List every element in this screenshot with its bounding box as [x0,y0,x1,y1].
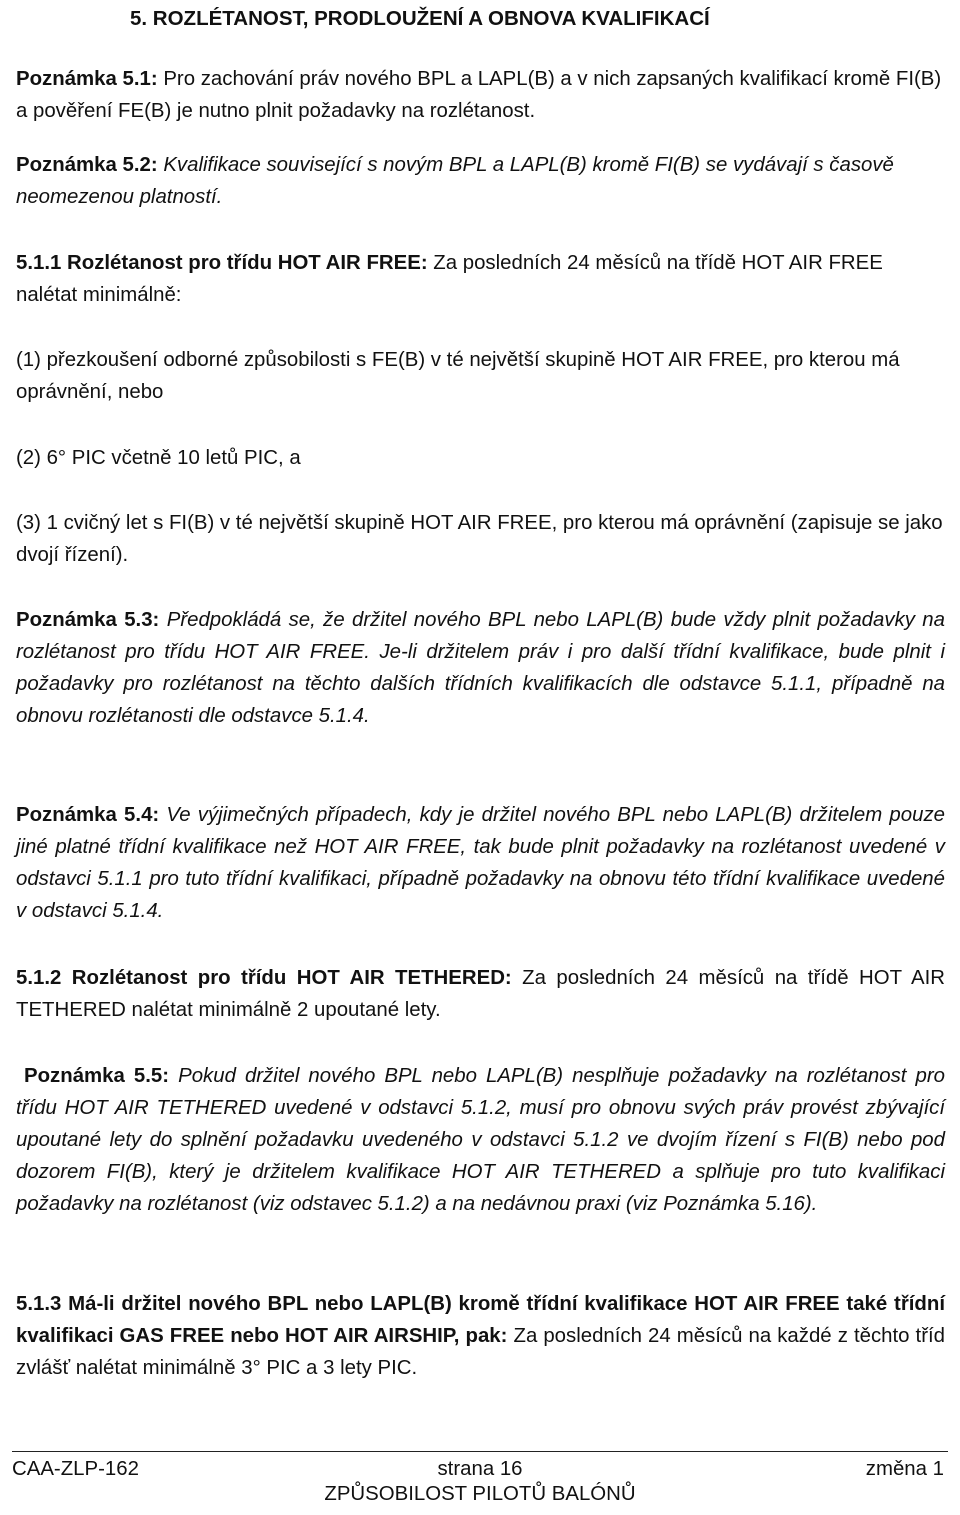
section-label: 5.1.3 Má-li držitel nového BPL nebo LAPL(B) kromě třídní kvalifikace HOT AIR FREE také třídní kvalifikaci GAS FREE nebo HOT AIR AIRSHIP, pak: [16,1293,945,1347]
list-item-2: (2) 6° PIC včetně 10 letů PIC, a [16,447,301,469]
note-label: Poznámka 5.1: [16,68,158,90]
section-label: 5.1.1 Rozlétanost pro třídu HOT AIR FREE: [16,252,428,274]
note-5-1 [16,63,945,127]
note-label: Poznámka 5.3: [16,609,160,631]
footer-divider [12,1451,948,1452]
footer-subtitle: ZPŮSOBILOST PILOTŮ BALÓNŮ [324,1483,636,1505]
note-5-5 [16,1060,945,1220]
footer-row [12,1454,948,1484]
section-label: 5.1.2 Rozlétanost pro třídu HOT AIR TETHERED: [16,967,512,989]
footer-doc-id: CAA-ZLP-162 [12,1458,139,1480]
section-5-1-2 [16,962,945,1026]
note-label: Poznámka 5.4: [16,804,160,826]
list-item-1: (1) přezkoušení odborné způsobilosti s FE(B) v té největší skupině HOT AIR FREE, pro kterou má oprávnění, nebo [16,349,900,403]
note-text: Kvalifikace související s novým BPL a LAPL(B) kromě FI(B) se vydávají s časově neomezenou platností. [16,154,894,208]
note-text: Pro zachování práv nového BPL a LAPL(B) a v nich zapsaných kvalifikací kromě FI(B) a pověření FE(B) je nutno plnit požadavky na rozlétanost. [16,68,942,122]
section-text: Za posledních 24 měsíců na každé z těchto tříd zvlášť nalétat minimálně 3° PIC a 3 lety PIC. [16,1325,945,1379]
note-label: Poznámka 5.5: [24,1065,170,1087]
section-5-1-1 [16,247,945,311]
note-5-2 [16,149,945,213]
section-text: Za posledních 24 měsíců na třídě HOT AIR FREE nalétat minimálně: [16,252,883,306]
section-5-1-3 [16,1288,945,1384]
note-label: Poznámka 5.2: [16,154,158,176]
footer-change: změna 1 [865,1458,944,1480]
page-footer [12,1454,948,1509]
section-text: Za posledních 24 měsíců na třídě HOT AIR TETHERED nalétat minimálně 2 upoutané lety. [16,967,946,1021]
note-5-4 [16,799,945,927]
note-text: Pokud držitel nového BPL nebo LAPL(B) nesplňuje požadavky na rozlétanost pro třídu HOT AIR TETHERED uvedené v odstavci 5.1.2, musí pro obnovu svých práv provést zbývající upoutané lety do splnění požadavku uvedeného v odstavci 5.1.2 ve dvojím řízení s FI(B) nebo pod dozorem FI(B), který je držitelem kvalifikace HOT AIR TETHERED a splňuje pro tuto kvalifikaci požadavky na rozlétanost (viz odstavec 5.1.2) a na nedávnou praxi (viz Poznámka 5.16). [16,1065,945,1215]
footer-page-number: strana 16 [437,1458,523,1480]
section-heading: 5. ROZLÉTANOST, PRODLOUŽENÍ A OBNOVA KVALIFIKACÍ [130,7,710,30]
note-text: Ve výjimečných případech, kdy je držitel nového BPL nebo LAPL(B) držitelem pouze jiné platné třídní kvalifikace než HOT AIR FREE, tak bude plnit požadavky na rozlétanost uvedené v odstavci 5.1.1 pro tuto třídní kvalifikaci, případně požadavky na obnovu této třídní kvalifikace uvedené v odstavci 5.1.4. [16,804,945,922]
note-5-3 [16,604,945,732]
list-item-3: (3) 1 cvičný let s FI(B) v té největší skupině HOT AIR FREE, pro kterou má oprávnění (zapisuje se jako dvojí řízení). [16,512,943,566]
note-text: Předpokládá se, že držitel nového BPL nebo LAPL(B) bude vždy plnit požadavky na rozlétanost pro třídu HOT AIR FREE. Je-li držitelem práv i pro další třídní kvalifikace, bude plnit i požadavky pro rozlétanost na těchto dalších třídních kvalifikacích dle odstavce 5.1.1, případně na obnovu rozlétanosti dle odstavce 5.1.4. [16,609,945,727]
